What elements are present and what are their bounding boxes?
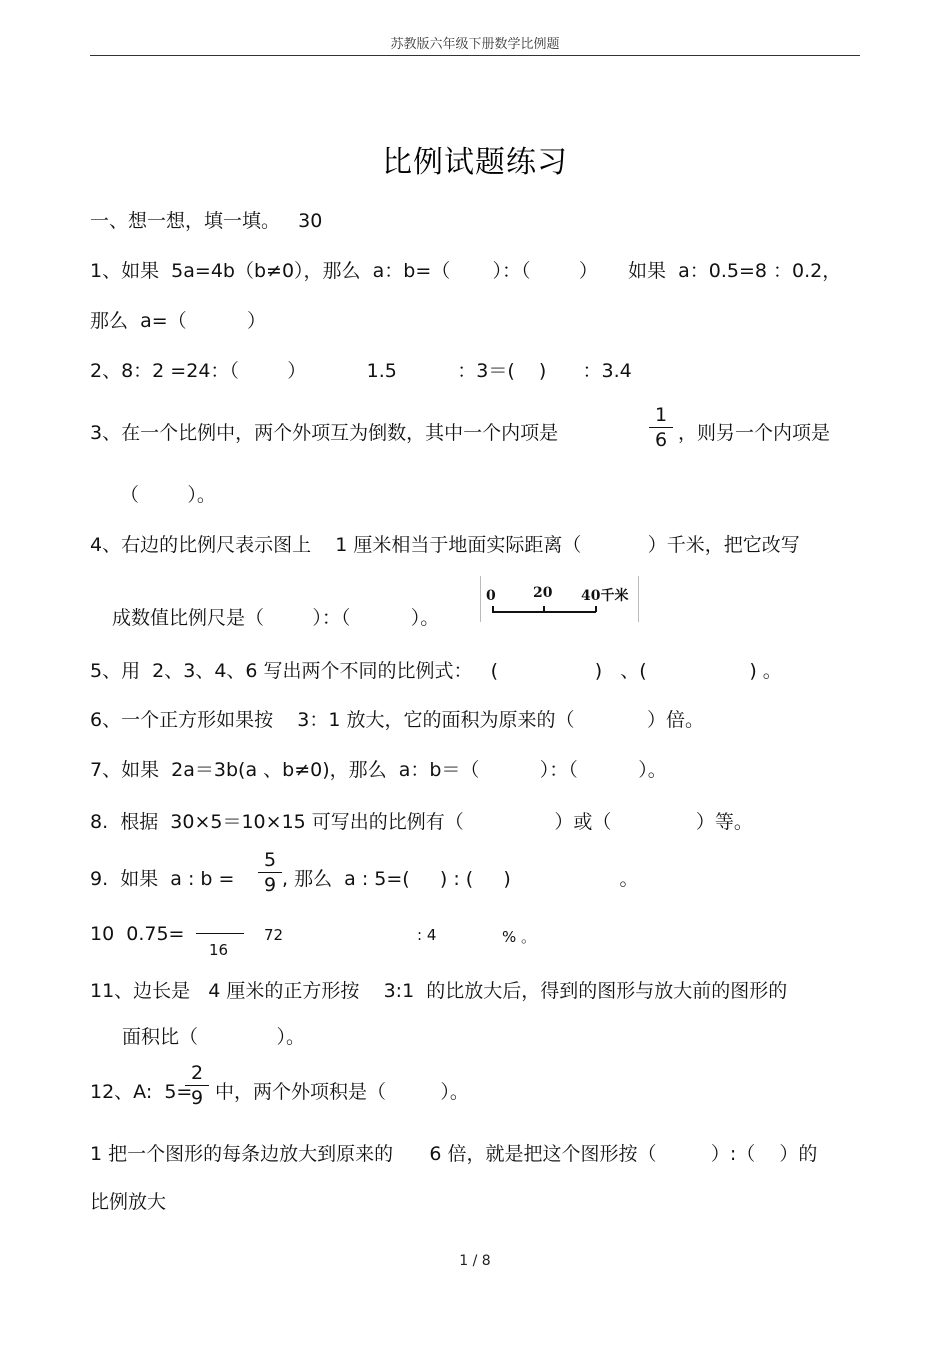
- question-4-line-1: 4、右边的比例尺表示图上 1 厘米相当于地面实际距离（ ）千米，把它改写: [90, 534, 800, 556]
- fraction-bar: [258, 872, 282, 873]
- question-12-start: 12、A: 5=: [90, 1081, 193, 1103]
- fraction-bar: [649, 427, 673, 428]
- fraction-bar: [185, 1085, 209, 1086]
- question-10-value-72: 72: [264, 926, 284, 944]
- question-12-end: 中，两个外项积是（ ）。: [215, 1081, 469, 1103]
- question-10-ratio: : 4: [417, 926, 437, 944]
- fraction-numerator: 5: [263, 849, 277, 871]
- page-header: 苏教版六年级下册数学比例题: [390, 37, 560, 52]
- question-3-line-1-end: ，则另一个内项是: [678, 422, 831, 444]
- question-4-line-2: 成数值比例尺是（ ）：（ ）。: [112, 607, 440, 629]
- scale-label-0: 0: [486, 588, 496, 604]
- question-11-line-2: 面积比（ ）。: [122, 1026, 306, 1048]
- page-title: 比例试题练习: [382, 145, 568, 180]
- page-number: 1 / 8: [459, 1253, 491, 1269]
- question-3-fraction: [649, 404, 673, 451]
- question-1-line-2: 那么 a=（ ）: [90, 310, 267, 332]
- question-2: 2、8：2 =24：（ ） 1.5 ：3＝( ) ：3.4: [90, 360, 632, 382]
- section-heading: 一、想一想，填一填。 30: [90, 210, 323, 232]
- scale-label-20: 20: [533, 585, 553, 601]
- question-7: 7、如果 2a＝3b(a 、b≠0)，那么 a：b＝（ ）：（ ）。: [90, 759, 667, 781]
- fraction-bar: [196, 933, 244, 934]
- header-rule: [90, 55, 860, 56]
- map-scale-figure: [480, 576, 639, 622]
- question-5: 5、用 2、3、4、6 写出两个不同的比例式： ( ) 、( ) 。: [90, 660, 782, 682]
- scale-label-40: 40千米: [581, 588, 629, 604]
- fraction-denominator: 9: [263, 874, 277, 896]
- question-12-fraction: [185, 1062, 209, 1109]
- question-6: 6、一个正方形如果按 3：1 放大，它的面积为原来的（ ）倍。: [90, 709, 704, 731]
- question-9-fraction: [258, 849, 282, 896]
- question-3-line-1: 3、在一个比例中，两个外项互为倒数，其中一个内项是: [90, 422, 559, 444]
- question-13-line-2: 比例放大: [90, 1191, 167, 1213]
- scale-tick: [543, 606, 545, 612]
- fraction-denominator: 6: [654, 429, 668, 451]
- fraction-denominator: 9: [190, 1087, 204, 1109]
- question-9-end: , 那么 a : 5=( ) : ( ) 。: [282, 868, 639, 890]
- question-13-line-1: 1 把一个图形的每条边放大到原来的 6 倍，就是把这个图形按（ ）:（ ）的: [90, 1143, 818, 1165]
- question-11-line-1: 11、边长是 4 厘米的正方形按 3:1 的比放大后，得到的图形与放大前的图形的: [90, 980, 788, 1002]
- scale-tick: [595, 606, 597, 612]
- question-8: 8. 根据 30×5＝10×15 可写出的比例有（ ）或（ ）等。: [90, 811, 753, 833]
- fraction-numerator: 1: [654, 404, 668, 426]
- fraction-numerator: 2: [190, 1062, 204, 1084]
- question-1-line-1: 1、如果 5a=4b（b≠0），那么 a：b=（ ）：（ ） 如果 a：0.5=8 ：0.2，: [90, 260, 842, 282]
- question-10-percent: % 。: [502, 928, 537, 946]
- scale-tick: [492, 606, 494, 612]
- question-10-start: 10 0.75=: [90, 923, 185, 945]
- question-3-line-2: （ ）。: [120, 484, 216, 506]
- question-9-start: 9. 如果 a : b =: [90, 868, 235, 890]
- question-10-denominator: 16: [209, 941, 229, 959]
